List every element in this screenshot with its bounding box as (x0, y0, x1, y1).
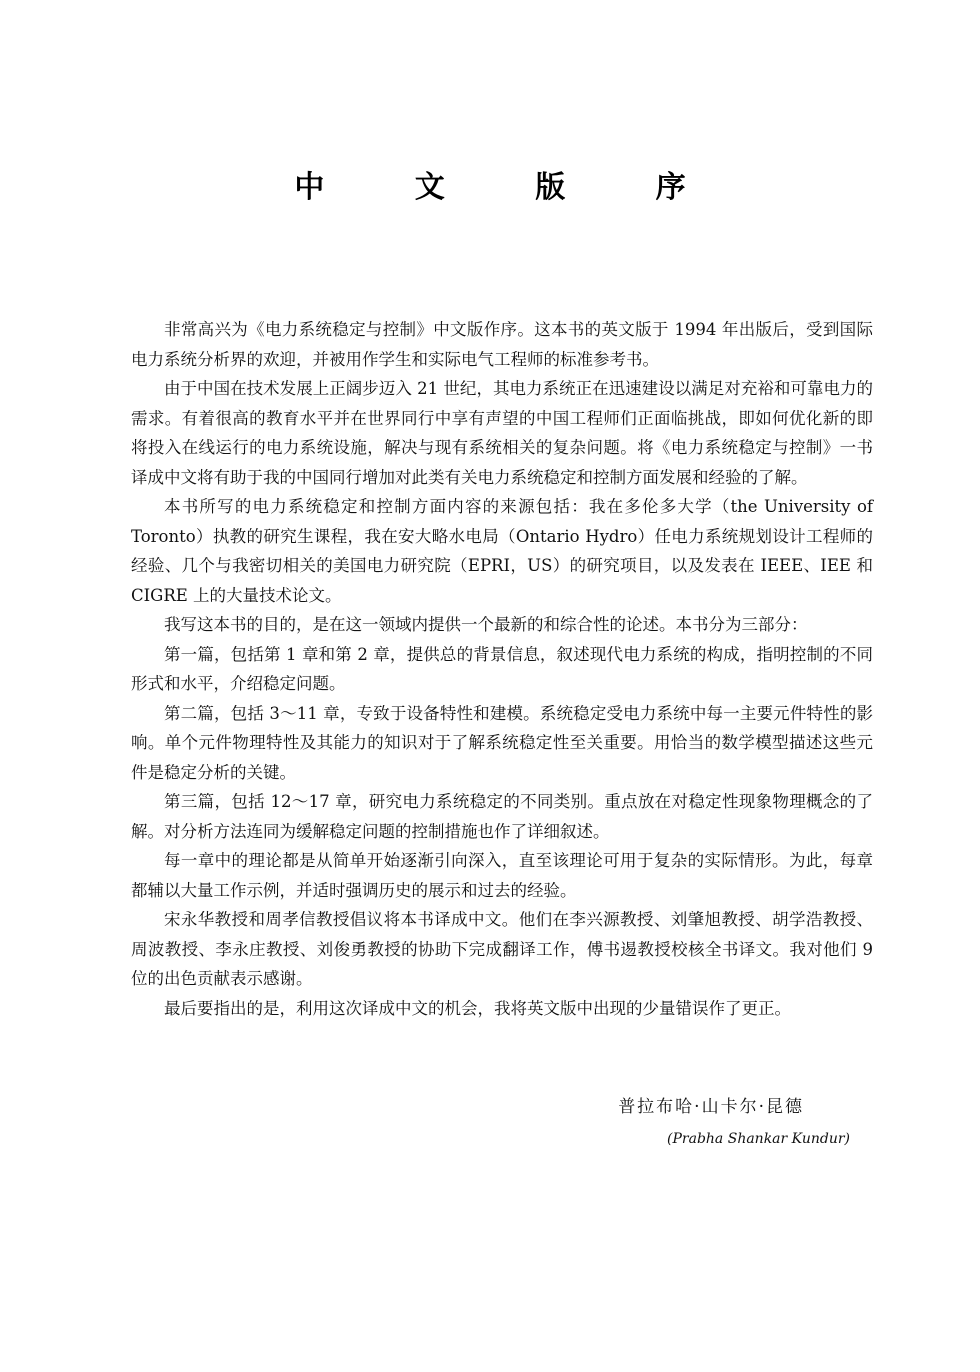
author-signature-cn: 普拉布哈·山卡尔·昆德 (618, 1097, 804, 1117)
paragraph: 第一篇，包括第 1 章和第 2 章，提供总的背景信息，叙述现代电力系统的构成，指明控制的不同形式和水平，介绍稳定问题。 (131, 644, 873, 693)
author-signature-en: (Prabha Shankar Kundur) (667, 1131, 850, 1147)
paragraph: 最后要指出的是，利用这次译成中文的机会，我将英文版中出现的少量错误作了更正。 (164, 998, 791, 1018)
paragraph: 非常高兴为《电力系统稳定与控制》中文版作序。这本书的英文版于 1994 年出版后，受到国际电力系统分析界的欢迎，并被用作学生和实际电气工程师的标准参考书。 (131, 320, 873, 369)
paragraph: 第二篇，包括 3～11 章，专致于设备特性和建模。系统稳定受电力系统中每一主要元件特性的影响。单个元件物理特性及其能力的知识对于了解系统稳定性至关重要。用恰当的数学模型描述这些元件是稳定分析的关键。 (131, 703, 873, 782)
paragraph: 本书所写的电力系统稳定和控制方面内容的来源包括：我在多伦多大学（the University of Toronto）执教的研究生课程，我在安大略水电局（Ontario Hydro）任电力系统规划设计工程师的经验、几个与我密切相关的美国电力研究院（EPRI，US）的研究项目，以及发表在 IEEE、IEE 和 CIGRE 上的大量技术论文。 (131, 497, 873, 605)
preface-body (131, 315, 873, 1023)
paragraph: 第三篇，包括 12～17 章，研究电力系统稳定的不同类别。重点放在对稳定性现象物理概念的了解。对分析方法连同为缓解稳定问题的控制措施也作了详细叙述。 (131, 792, 873, 841)
paragraph: 我写这本书的目的，是在这一领域内提供一个最新的和综合性的论述。本书分为三部分： (164, 615, 808, 634)
paragraph: 由于中国在技术发展上正阔步迈入 21 世纪，其电力系统正在迅速建设以满足对充裕和可靠电力的需求。有着很高的教育水平并在世界同行中享有声望的中国工程师们正面临挑战，即如何优化新的即将投入在线运行的电力系统设施，解决与现有系统相关的复杂问题。将《电力系统稳定与控制》一书译成中文将有助于我的中国同行增加对此类有关电力系统稳定和控制方面发展和经验的了解。 (131, 379, 873, 487)
paragraph: 宋永华教授和周孝信教授倡议将本书译成中文。他们在李兴源教授、刘肇旭教授、胡学浩教授、周波教授、李永庄教授、刘俊勇教授的协助下完成翻译工作，傅书逷教授校核全书译文。我对他们 9 位的出色贡献表示感谢。 (131, 910, 873, 988)
paragraph: 每一章中的理论都是从简单开始逐渐引向深入，直至该理论可用于复杂的实际情形。为此，每章都辅以大量工作示例，并适时强调历史的展示和过去的经验。 (131, 851, 873, 900)
page-title: 中 文 版 序 (294, 170, 726, 205)
